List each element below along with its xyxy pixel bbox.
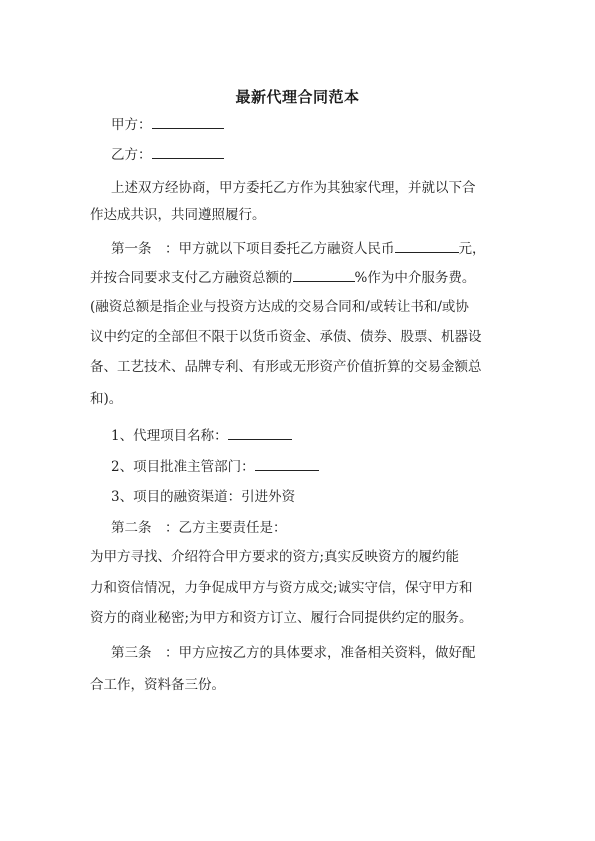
article-1-fee-blank: [293, 267, 355, 282]
article-1-amount-label: 第一条 ：甲方就以下项目委托乙方融资人民币: [111, 241, 395, 257]
article-1-amount-blank: [395, 238, 459, 253]
article-1-currency-unit: 元，: [458, 241, 486, 257]
article-3-line-2: 合工作，资料备三份。: [90, 677, 225, 693]
article-2-body-line-2: 力和资信情况，力争促成甲方与资方成交;诚实守信，保守甲方和: [90, 580, 473, 596]
item-1-label: 1、代理项目名称：: [111, 428, 228, 444]
item-3-line: 3、项目的融资渠道：引进外资: [111, 489, 296, 505]
party-a-blank: [152, 114, 224, 129]
item-2-blank: [255, 456, 319, 471]
article-2-heading: 第二条 ：乙方主要责任是：: [111, 520, 287, 536]
article-1-line-1: [111, 238, 486, 259]
item-1-blank: [228, 425, 292, 440]
article-1-fee-label: 并按合同要求支付乙方融资总额的: [90, 270, 293, 286]
article-1-note-line-3: 备、工艺技术、品牌专利、有形或无形资产价值折算的交易金额总: [90, 359, 482, 375]
party-a-line: [111, 114, 224, 135]
article-1-note-line-1: (融资总额是指企业与投资方达成的交易合同和/或转让书和/或协: [90, 299, 469, 315]
document-title: 最新代理合同范本: [235, 88, 360, 106]
article-3-line-1: 第三条 ：甲方应按乙方的具体要求，准备相关资料，做好配: [111, 645, 476, 661]
party-b-label: 乙方：: [111, 147, 152, 163]
party-a-label: 甲方：: [111, 117, 152, 133]
party-b-line: [111, 144, 224, 165]
article-1-fee-suffix: %作为中介服务费。: [354, 270, 476, 286]
item-1-line: [111, 425, 292, 446]
article-2-body-line-3: 资方的商业秘密;为甲方和资方订立、履行合同提供约定的服务。: [90, 610, 473, 626]
party-b-blank: [152, 144, 224, 159]
item-2-label: 2、项目批准主管部门：: [111, 459, 255, 475]
article-1-note-line-4: 和)。: [90, 391, 123, 407]
intro-line-2: 作达成共识，共同遵照履行。: [90, 207, 266, 223]
article-1-note-line-2: 议中约定的全部但不限于以货币资金、承债、债券、股票、机器设: [90, 329, 482, 345]
intro-line-1: 上述双方经协商，甲方委托乙方作为其独家代理，并就以下合: [111, 180, 476, 196]
item-2-line: [111, 456, 319, 477]
article-2-body-line-1: 为甲方寻找、介绍符合甲方要求的资方;真实反映资方的履约能: [90, 549, 460, 565]
article-1-line-2: [90, 267, 475, 288]
